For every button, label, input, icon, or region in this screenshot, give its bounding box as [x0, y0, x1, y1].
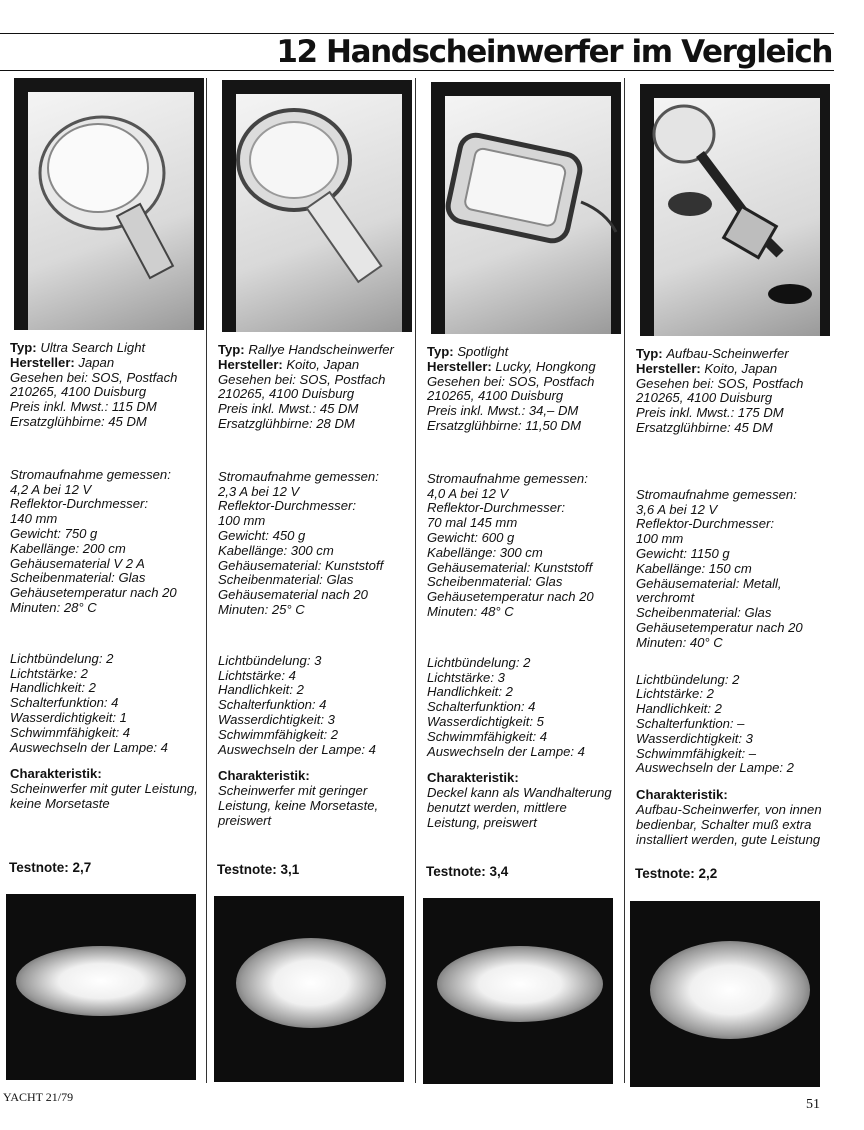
lichtbuendelung: Lichtbündelung: 3 — [218, 652, 322, 668]
product-photo — [222, 80, 412, 332]
gesehen-bei: Gesehen bei: SOS, Postfach 210265, 4100 Duisburg — [10, 369, 178, 400]
schwimmfaehigkeit: Schwimmfähigkeit: 2 — [218, 726, 339, 742]
gesehen-bei: Gesehen bei: SOS, Postfach 210265, 4100 Duisburg — [427, 373, 595, 404]
strom-label: Stromaufnahme gemessen: — [636, 486, 797, 502]
gesehen-bei: Gesehen bei: SOS, Postfach 210265, 4100 Duisburg — [218, 371, 386, 402]
charakteristik-text: Scheinwerfer mit guter Leistung, keine Morsetaste — [10, 781, 198, 811]
charakteristik-text: Scheinwerfer mit geringer Leistung, keine Morsetaste, preiswert — [218, 783, 379, 828]
strom-label: Stromaufnahme gemessen: — [427, 470, 588, 486]
hersteller-value: Koito, Japan — [286, 356, 360, 372]
testnote: Testnote: 3,4 — [426, 864, 509, 879]
hersteller-value: Koito, Japan — [704, 360, 778, 376]
reflektor-value: 100 mm — [218, 513, 266, 529]
kabellaenge: Kabellänge: 300 cm — [427, 544, 543, 560]
lichtstaerke: Lichtstärke: 2 — [10, 665, 88, 681]
hersteller-label: Hersteller: — [427, 358, 492, 374]
kabellaenge: Kabellänge: 300 cm — [218, 542, 334, 558]
hersteller-label: Hersteller: — [10, 354, 75, 370]
gehaeusetemperatur: Gehäusetemperatur nach 20 Minuten: 28° C — [10, 585, 177, 615]
hersteller-label: Hersteller: — [636, 360, 701, 376]
lichtstaerke: Lichtstärke: 3 — [427, 669, 505, 685]
gewicht: Gewicht: 750 g — [10, 525, 98, 541]
preis: Preis inkl. Mwst.: 45 DM — [218, 401, 359, 417]
schalterfunktion: Schalterfunktion: 4 — [427, 699, 536, 715]
column-divider — [206, 78, 207, 1083]
typ-label: Typ: — [427, 344, 454, 359]
lampenwechsel: Auswechseln der Lampe: 4 — [218, 741, 376, 757]
reflektor-value: 100 mm — [636, 531, 684, 547]
handlichkeit: Handlichkeit: 2 — [10, 680, 96, 696]
testnote: Testnote: 2,2 — [635, 866, 718, 881]
lichtstaerke: Lichtstärke: 4 — [218, 667, 296, 683]
lichtbuendelung: Lichtbündelung: 2 — [10, 650, 114, 666]
gehaeusematerial: Gehäusematerial: Kunststoff — [218, 557, 384, 573]
preis: Preis inkl. Mwst.: 115 DM — [10, 399, 157, 415]
product-photo — [640, 84, 830, 336]
kabellaenge: Kabellänge: 150 cm — [636, 560, 752, 576]
reflektor-label: Reflektor-Durchmesser: — [10, 496, 149, 512]
handlichkeit: Handlichkeit: 2 — [636, 701, 722, 717]
typ-value: Aufbau-Scheinwerfer — [666, 346, 789, 361]
product-photo — [431, 82, 621, 334]
schwimmfaehigkeit: Schwimmfähigkeit: 4 — [427, 728, 548, 744]
typ-value: Spotlight — [457, 344, 509, 359]
schwimmfaehigkeit: Schwimmfähigkeit: – — [636, 745, 757, 761]
strom-value: 2,3 A bei 12 V — [218, 483, 300, 499]
typ-value: Rallye Handscheinwerfer — [248, 342, 394, 357]
testnote: Testnote: 2,7 — [9, 860, 92, 875]
gehaeusetemperatur: Gehäusematerial nach 20 Minuten: 25° C — [218, 587, 368, 617]
scheibenmaterial: Scheibenmaterial: Glas — [218, 572, 354, 588]
gewicht: Gewicht: 1150 g — [636, 545, 730, 561]
scheibenmaterial: Scheibenmaterial: Glas — [10, 570, 146, 586]
product-info — [427, 345, 619, 831]
product-info — [10, 341, 202, 812]
product-column-2 — [212, 0, 412, 1130]
gehaeusetemperatur: Gehäusetemperatur nach 20 Minuten: 48° C — [427, 589, 594, 619]
page-number: 51 — [806, 1097, 820, 1112]
hersteller-label: Hersteller: — [218, 356, 283, 372]
strom-value: 4,0 A bei 12 V — [427, 485, 509, 501]
column-divider — [624, 78, 625, 1083]
schalterfunktion: Schalterfunktion: 4 — [218, 697, 327, 713]
kabellaenge: Kabellänge: 200 cm — [10, 540, 126, 556]
ersatzbirne: Ersatzglühbirne: 45 DM — [10, 413, 147, 429]
testnote: Testnote: 3,1 — [217, 862, 300, 877]
beam-photo — [6, 894, 196, 1080]
gehaeusematerial: Gehäusematerial: Metall, verchromt — [636, 575, 782, 606]
charakteristik-label: Charakteristik: — [10, 766, 102, 782]
beam-photo — [630, 901, 820, 1087]
lampenwechsel: Auswechseln der Lampe: 4 — [427, 743, 585, 759]
typ-label: Typ: — [10, 340, 37, 355]
reflektor-label: Reflektor-Durchmesser: — [427, 500, 566, 516]
column-divider — [415, 78, 416, 1083]
beam-photo — [214, 896, 404, 1082]
lichtbuendelung: Lichtbündelung: 2 — [427, 654, 531, 670]
ersatzbirne: Ersatzglühbirne: 45 DM — [636, 419, 773, 435]
charakteristik-text: Aufbau-Scheinwerfer, von innen bedienbar, Schalter muß extra installiert werden, gute Leistung — [636, 801, 822, 847]
handlichkeit: Handlichkeit: 2 — [427, 684, 513, 700]
gehaeusematerial: Gehäusematerial: Kunststoff — [427, 559, 593, 575]
ersatzbirne: Ersatzglühbirne: 28 DM — [218, 415, 355, 431]
strom-label: Stromaufnahme gemessen: — [10, 466, 171, 482]
charakteristik-label: Charakteristik: — [636, 787, 728, 803]
wasserdichtigkeit: Wasserdichtigkeit: 3 — [218, 711, 335, 727]
scheibenmaterial: Scheibenmaterial: Glas — [427, 574, 563, 590]
schalterfunktion: Schalterfunktion: 4 — [10, 695, 119, 711]
lampenwechsel: Auswechseln der Lampe: 2 — [636, 760, 794, 776]
charakteristik-text: Deckel kann als Wandhalterung benutzt werden, mittlere Leistung, preiswert — [427, 785, 612, 830]
wasserdichtigkeit: Wasserdichtigkeit: 5 — [427, 713, 544, 729]
schalterfunktion: Schalterfunktion: – — [636, 715, 745, 731]
schwimmfaehigkeit: Schwimmfähigkeit: 4 — [10, 724, 131, 740]
gehaeusematerial: Gehäusematerial V 2 A — [10, 555, 145, 571]
product-info — [218, 343, 410, 829]
product-info — [636, 347, 828, 847]
issue-label: YACHT 21/79 — [3, 1090, 74, 1104]
reflektor-label: Reflektor-Durchmesser: — [636, 516, 775, 532]
hersteller-value: Lucky, Hongkong — [495, 358, 596, 374]
typ-label: Typ: — [636, 346, 663, 361]
product-column-4 — [630, 0, 830, 1130]
gewicht: Gewicht: 450 g — [218, 527, 306, 543]
reflektor-label: Reflektor-Durchmesser: — [218, 498, 357, 514]
product-column-1 — [4, 0, 204, 1130]
reflektor-value: 140 mm — [10, 511, 58, 527]
product-column-3 — [421, 0, 621, 1130]
handlichkeit: Handlichkeit: 2 — [218, 682, 304, 698]
product-photo — [14, 78, 204, 330]
typ-value: Ultra Search Light — [40, 340, 146, 355]
page-title: 12 Handscheinwerfer im Vergleich — [276, 34, 832, 70]
wasserdichtigkeit: Wasserdichtigkeit: 3 — [636, 730, 753, 746]
wasserdichtigkeit: Wasserdichtigkeit: 1 — [10, 709, 127, 725]
strom-value: 3,6 A bei 12 V — [636, 501, 718, 517]
hersteller-value: Japan — [78, 354, 115, 370]
reflektor-value: 70 mal 145 mm — [427, 515, 518, 531]
preis: Preis inkl. Mwst.: 175 DM — [636, 405, 784, 421]
lampenwechsel: Auswechseln der Lampe: 4 — [10, 739, 168, 755]
gesehen-bei: Gesehen bei: SOS, Postfach 210265, 4100 Duisburg — [636, 375, 804, 406]
strom-value: 4,2 A bei 12 V — [10, 481, 92, 497]
gewicht: Gewicht: 600 g — [427, 529, 515, 545]
ersatzbirne: Ersatzglühbirne: 11,50 DM — [427, 417, 582, 433]
typ-label: Typ: — [218, 342, 245, 357]
charakteristik-label: Charakteristik: — [218, 768, 310, 784]
charakteristik-label: Charakteristik: — [427, 770, 519, 786]
gehaeusetemperatur: Gehäusetemperatur nach 20 Minuten: 40° C — [636, 619, 803, 650]
strom-label: Stromaufnahme gemessen: — [218, 468, 379, 484]
scheibenmaterial: Scheibenmaterial: Glas — [636, 605, 772, 621]
beam-photo — [423, 898, 613, 1084]
preis: Preis inkl. Mwst.: 34,– DM — [427, 403, 579, 419]
lichtstaerke: Lichtstärke: 2 — [636, 686, 714, 702]
lichtbuendelung: Lichtbündelung: 2 — [636, 671, 740, 687]
